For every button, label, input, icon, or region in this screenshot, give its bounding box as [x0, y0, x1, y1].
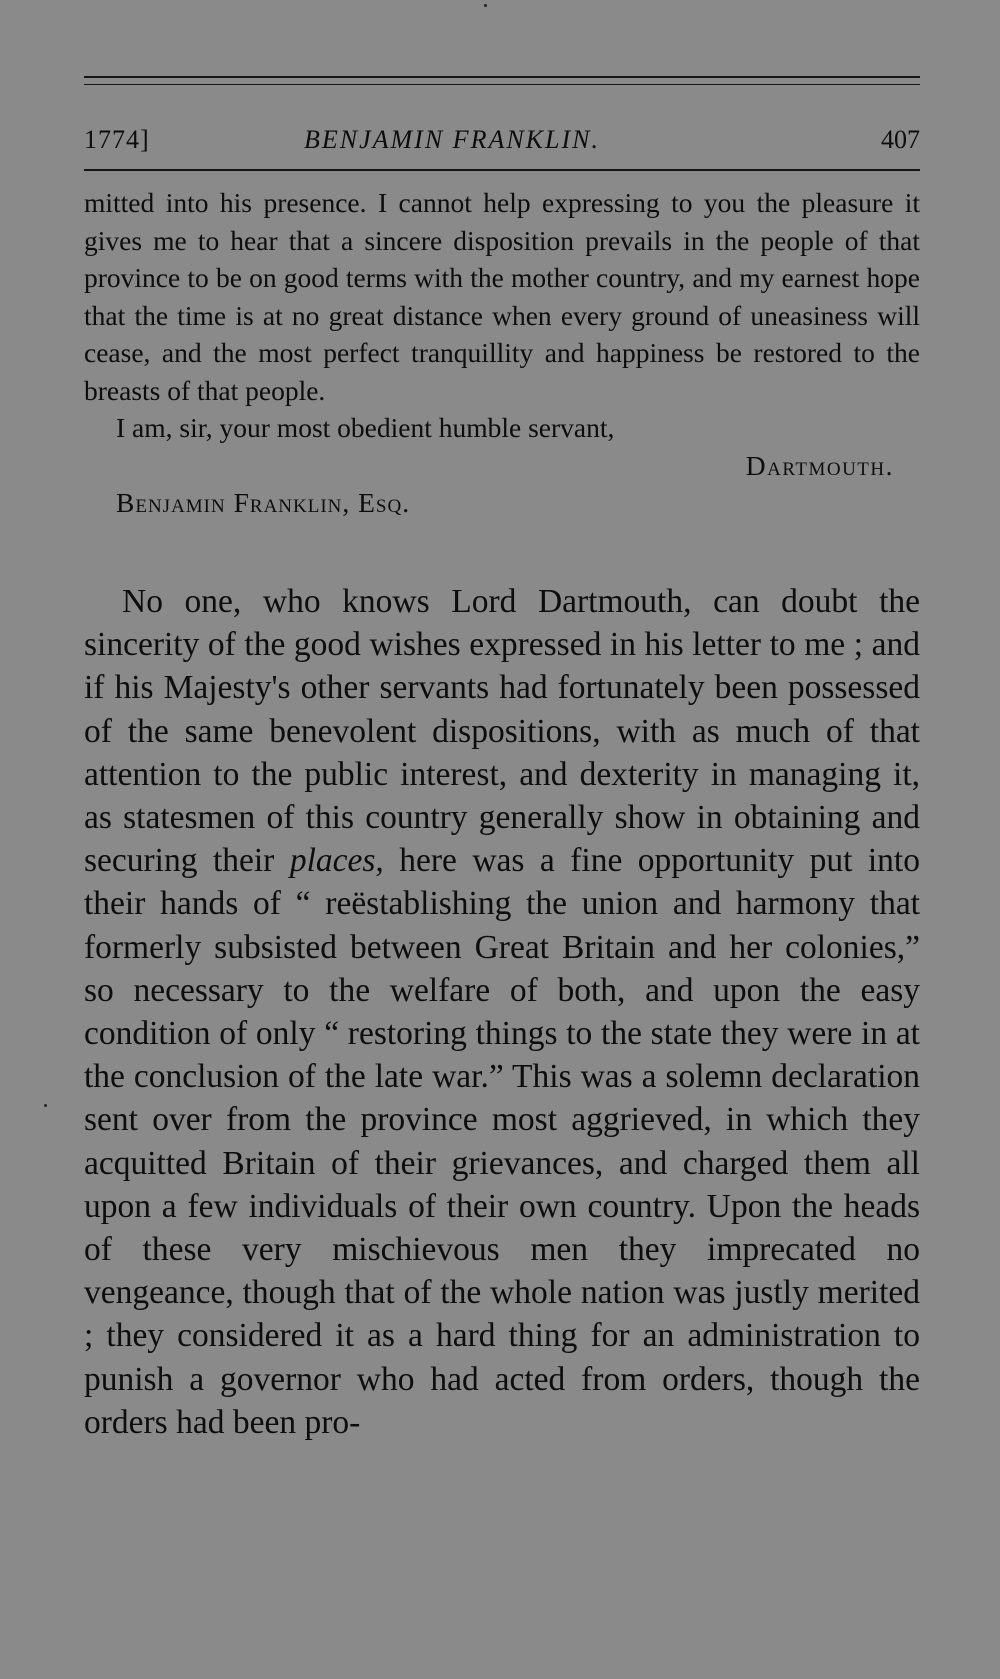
quoted-letter [84, 184, 920, 522]
paragraph-text-part-1: No one, who knows Lord Dartmouth, can doubt the sincerity of the good wishes expressed in his letter to me ; and if his Majesty's other servants had fortunately been possessed of the same benevolent dispositions, with as much of that attention to the public interest, and dexterity in managing it, as statesmen of this country generally show in obtaining and securing their [84, 583, 920, 880]
letter-closing: I am, sir, your most obedient humble servant, [116, 412, 615, 443]
book-page [84, 76, 920, 1636]
top-double-rule-lower [84, 84, 920, 85]
letter-signature: Dartmouth. [745, 449, 894, 481]
running-head-rule [84, 169, 920, 171]
scan-speck [484, 4, 487, 7]
emphasized-word: places, [289, 842, 384, 880]
page-number: 407 [881, 125, 920, 154]
letter-addressee: Benjamin Franklin, Esq. [116, 487, 411, 518]
running-head-title: BENJAMIN FRANKLIN. [304, 125, 600, 154]
top-double-rule-upper [84, 76, 920, 78]
main-paragraph [84, 580, 920, 1444]
scan-speck [44, 1104, 47, 1107]
running-head-year: 1774] [84, 125, 150, 154]
paragraph-text-part-2: here was a fine opportunity put into their hands of “ reëstablishing the union and harmony that formerly subsisted between Great Britain and her colonies,” so necessary to the welfare of both, and upon the easy condition of only “ restoring things to the state they were in at the conclusion of the late war.” This was a solemn declaration sent over from the province most aggrieved, in which they acquitted Britain of their grievances, and charged them all upon a few individuals of their own country. Upon the heads of these very mischievous men they imprecated no vengeance, though that of the whole nation was justly merited ; they considered it as a hard thing for an administration to punish a governor who had acted from orders, though the orders had been pro- [84, 842, 920, 1441]
letter-body: mitted into his presence. I cannot help expressing to you the pleasure it gives me to hear that a sincere disposition prevails in the people of that province to be on good terms with the mother country, and my earnest hope that the time is at no great distance when every ground of uneasiness will cease, and the most perfect tranquillity and happiness be restored to the breasts of that people. [84, 187, 920, 406]
paragraph-text [84, 580, 920, 1444]
running-head [84, 120, 920, 160]
